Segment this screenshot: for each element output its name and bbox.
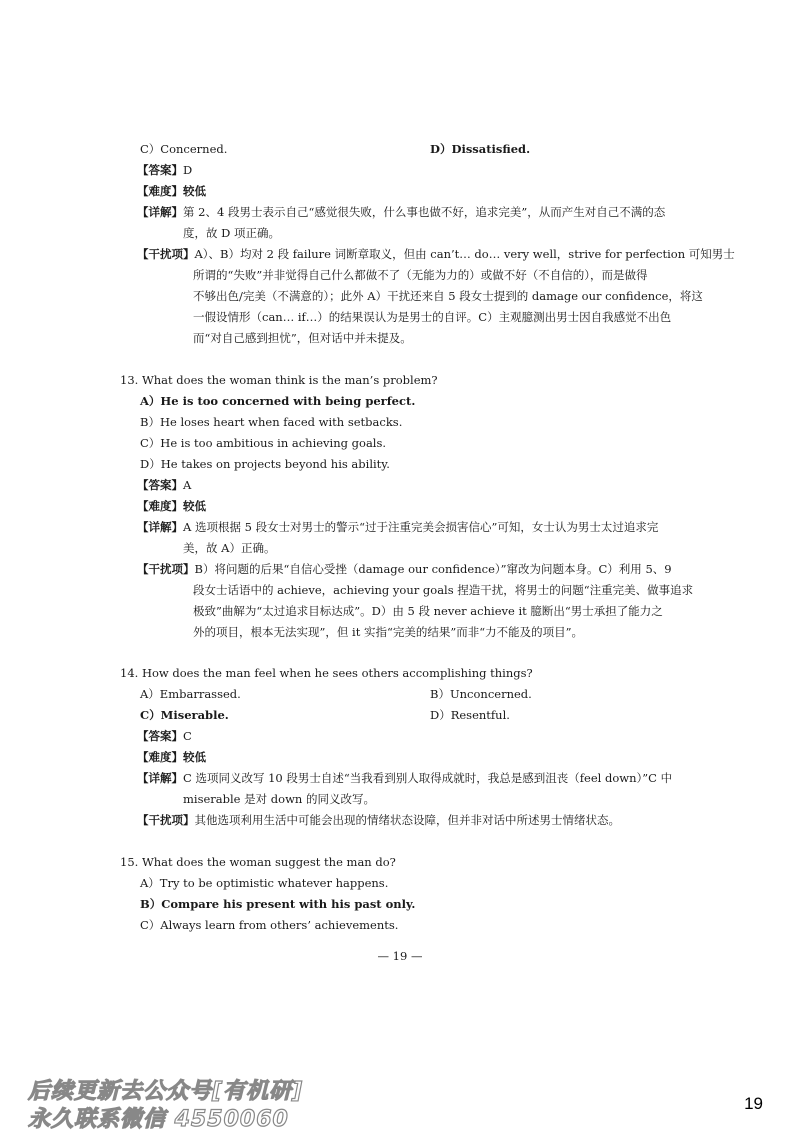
distractor-line: 外的项目，根本无法实现”，但 it 实指“完美的结果”而非“力不能及的项目”。	[193, 625, 584, 639]
watermark-line-2: 永久联系微信 4550060	[28, 1107, 289, 1132]
answer-value: C	[183, 729, 192, 743]
distractor-line: 极致”曲解为“太过追求目标达成”。D）由 5 段 never achieve it 臆断出“男士承担了能力之	[193, 604, 663, 618]
difficulty-value: 较低	[183, 499, 206, 513]
difficulty-value: 较低	[183, 184, 206, 198]
q14-option-c: C）Miserable.	[140, 708, 229, 722]
q13-question: 13. What does the woman think is the man’s problem?	[120, 373, 438, 387]
watermark-line-1: 后续更新去公众号[有机研]	[28, 1079, 304, 1104]
q13-option-c: C）He is too ambitious in achieving goals.	[140, 436, 387, 450]
page-number-corner: 19	[744, 1094, 763, 1113]
distractor-line: 所谓的“失败”并非觉得自己什么都做不了（无能为力的）或做不好（不自信的），而是做得	[193, 268, 648, 282]
q14-option-d: D）Resentful.	[430, 708, 510, 722]
q15-option-c: C）Always learn from others’ achievements.	[140, 918, 399, 932]
q15-question: 15. What does the woman suggest the man do?	[120, 855, 396, 869]
distractor-text: 其他选项利用生活中可能会出现的情绪状态设障，但并非对话中所述男士情绪状态。	[194, 813, 620, 827]
difficulty-label: 【难度】	[137, 184, 183, 198]
distractor-line: 段女士话语中的 achieve，achieving your goals 捏造干扰，将男士的问题“注重完美、做事追求	[193, 583, 694, 597]
distractor-label: 【干扰项】	[137, 247, 195, 261]
q15-option-b: B）Compare his present with his past only.	[140, 897, 416, 911]
q12-option-d: D）Dissatisfied.	[430, 142, 531, 156]
detail-line: 美，故 A）正确。	[183, 541, 276, 555]
q14-option-b: B）Unconcerned.	[430, 687, 532, 701]
q14-distractor	[137, 812, 620, 828]
q13-detail	[137, 519, 658, 535]
q13-difficulty	[137, 498, 206, 514]
detail-line: 度，故 D 项正确。	[183, 226, 281, 240]
answer-value: A	[183, 478, 192, 492]
detail-line: 第 2、4 段男士表示自己“感觉很失败，什么事也做不好，追求完美”，从而产生对自己不满的态	[183, 205, 666, 219]
detail-line: A 选项根据 5 段女士对男士的警示“过于注重完美会损害信心”可知，女士认为男士太过追求完	[183, 520, 659, 534]
detail-label: 【详解】	[137, 771, 183, 785]
difficulty-label: 【难度】	[137, 499, 183, 513]
q12-answer	[137, 162, 192, 178]
q12-distractor	[137, 246, 735, 262]
q12-detail	[137, 204, 665, 220]
distractor-line: B）将问题的后果“自信心受挫（damage our confidence）”窜改为问题本身。C）利用 5、9	[194, 562, 672, 576]
detail-label: 【详解】	[137, 520, 183, 534]
detail-label: 【详解】	[137, 205, 183, 219]
answer-label: 【答案】	[137, 478, 183, 492]
distractor-label: 【干扰项】	[137, 562, 195, 576]
q14-question: 14. How does the man feel when he sees others accomplishing things?	[120, 666, 533, 680]
distractor-line: A）、B）均对 2 段 failure 词断章取义，但由 can’t… do… very well，strive for perfection 可知男士	[194, 247, 735, 261]
distractor-line: 而“对自己感到担忧”，但对话中并未提及。	[193, 331, 412, 345]
answer-label: 【答案】	[137, 163, 183, 177]
answer-label: 【答案】	[137, 729, 183, 743]
detail-line: miserable 是对 down 的同义改写。	[183, 792, 375, 806]
q12-option-c: C）Concerned.	[140, 142, 228, 156]
q13-distractor	[137, 561, 672, 577]
distractor-label: 【干扰项】	[137, 813, 195, 827]
q14-answer	[137, 728, 192, 744]
q13-option-d: D）He takes on projects beyond his ability.	[140, 457, 390, 471]
distractor-line: 一假设情形（can… if…）的结果误认为是男士的自评。C）主观臆测出男士因自我感觉不出色	[193, 310, 672, 324]
q13-option-a: A）He is too concerned with being perfect.	[140, 394, 416, 408]
q14-difficulty	[137, 749, 206, 765]
q14-detail	[137, 770, 672, 786]
q13-answer	[137, 477, 191, 493]
page-number-center: — 19 —	[377, 949, 423, 963]
q14-option-a: A）Embarrassed.	[140, 687, 241, 701]
answer-value: D	[183, 163, 193, 177]
q12-difficulty	[137, 183, 206, 199]
q15-option-a: A）Try to be optimistic whatever happens.	[140, 876, 389, 890]
detail-line: C 选项同义改写 10 段男士自述“当我看到别人取得成就时，我总是感到沮丧（feel down）”C 中	[183, 771, 673, 785]
q13-option-b: B）He loses heart when faced with setbacks.	[140, 415, 403, 429]
difficulty-label: 【难度】	[137, 750, 183, 764]
difficulty-value: 较低	[183, 750, 206, 764]
distractor-line: 不够出色/完美（不满意的）；此外 A）干扰还来自 5 段女士提到的 damage our confidence，将这	[193, 289, 703, 303]
